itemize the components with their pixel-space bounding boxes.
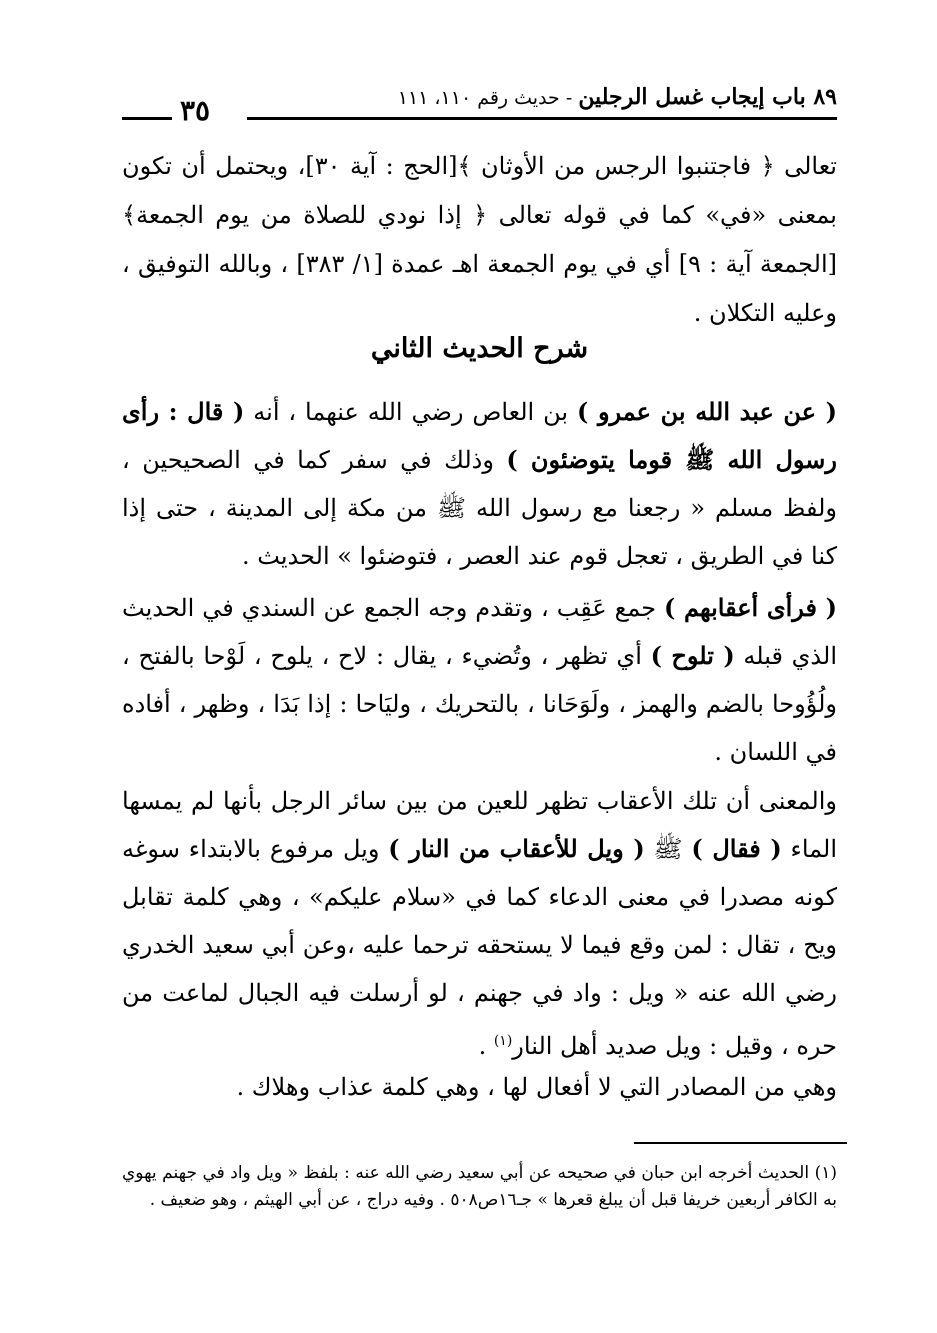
text-span: جمع عَقِب ، وتقدم وجه الجمع عن السندي في الحديث الذي قبله	[122, 594, 838, 670]
text-span: ويل مرفوع بالابتداء سوغه كونه مصدرا في معنى الدعاء كما في «سلام عليكم» ، وهي كلمة تقابل ويح ، تقال : لمن وقع فيما لا يستحقه ترحما عليه ،وعن أبي سعيد الخدري رضي الله عنه « ويل : واد في جهنم ، لو أرسلت فيه الجبال لماعت من حره ، وقيل : ويل صديد أهل النار	[122, 835, 837, 1060]
paragraph-1	[122, 388, 837, 580]
paragraph-4: وهي من المصادر التي لا أفعال لها ، وهي كلمة عذاب وهلاك .	[236, 1073, 837, 1101]
opening-paragraph	[122, 142, 837, 338]
footnote-1: (١) الحديث أخرجه ابن حبان في صحيحه عن أبي سعيد رضي الله عنه : بلفظ « ويل واد في جهنم يهوي به الكافر أربعين خريفا قبل أن يبلغ قعرها » جـ١٦ص٥٠٨ . وفيه دراج ، عن أبي الهيثم ، وهو ضعيف .	[122, 1163, 837, 1210]
page-header	[122, 76, 837, 127]
text-span: أي تظهر ، وتُضيء ، يقال : لاح ، يلوح ، لَوْحا بالفتح ، ولُؤُوحا بالضم والهمز ، ولَوَحَانا ، بالتحريك ، وليَاحا : إذا بَدَا ، وظهر ، أفاده في اللسان .	[122, 642, 837, 766]
footnote-separator	[634, 1142, 847, 1144]
hadith-reference: - حديث رقم ١١٠، ١١١	[397, 87, 579, 109]
footnote-marker: (١)	[493, 1033, 513, 1049]
header-rule-right	[247, 117, 837, 120]
paragraph-3	[122, 777, 837, 1070]
chapter-title: ٨٩ باب إيجاب غسل الرجلين	[578, 84, 837, 110]
quote-shine: ( تلوح )	[650, 641, 735, 670]
paragraph-0: تعالى ﴿ فاجتنبوا الرجس من الأوثان ﴾[الحج : آية ٣٠]، ويحتمل أن تكون بمعنى «في» كما في قوله تعالى ﴿ إذا نودي للصلاة من يوم الجمعة﴾[الجمعة آية : ٩] أي في يوم الجمعة اهـ عمدة [١/ ٣٨٣] ، وبالله التوفيق ، وعليه التكلان .	[122, 152, 838, 327]
paragraph-2	[122, 584, 837, 776]
text-span: ﷺ	[644, 835, 692, 863]
quote-woe: ( ويل للأعقاب من النار )	[388, 834, 645, 863]
text-span: بن العاص رضي الله عنهما ، أنه	[244, 398, 577, 426]
quote-heels: ( فرأى أعقابهم )	[664, 593, 837, 622]
text-span: وذلك في سفر كما في الصحيحين ، ولفظ مسلم « رجعنا مع رسول الله ﷺ من مكة إلى المدينة ، حتى إذا كنا في الطريق ، تعجل قوم عند العصر ، فتوضئوا » الحديث .	[122, 446, 837, 570]
header-rule-left	[122, 117, 172, 120]
running-title	[398, 84, 837, 110]
quote-hadith: ( قال : رأى رسول الله ﷺ قوما يتوضئون )	[122, 397, 837, 474]
quote-narrator: ( عن عبد الله بن عمرو )	[576, 397, 837, 426]
text-span: والمعنى أن تلك الأعقاب تظهر للعين من بين سائر الرجل بأنها لم يمسها الماء	[122, 787, 838, 863]
text-span: .	[478, 1032, 494, 1060]
page-number: ٣٥	[180, 94, 211, 127]
section-title: شرح الحديث الثاني	[370, 333, 589, 364]
quote-said: ( فقال )	[691, 834, 782, 863]
